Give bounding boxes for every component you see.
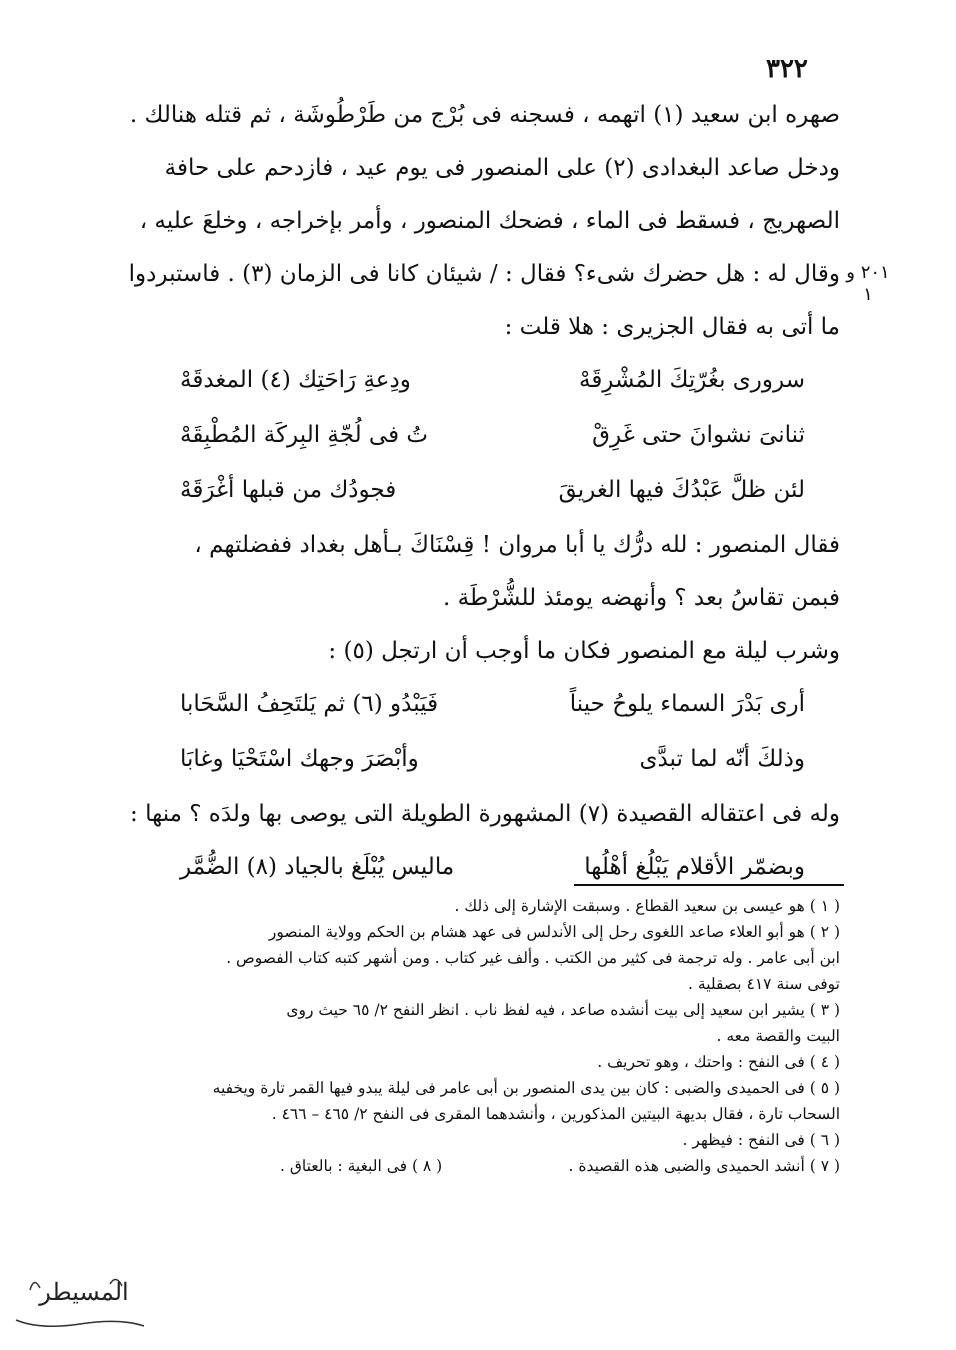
text-line: ما أتى به فقال الجزيرى : هلا قلت : [504,314,840,340]
text-line: الصهريج ، فسقط فى الماء ، فضحك المنصور ، وأمر بإخراجه ، وخلعَ عليه ، [139,208,840,234]
text-line: ودخل صاعد البغدادى (٢) على المنصور فى يوم عيد ، فازدحم على حافة [164,155,840,181]
verse-second-hemistich: وأبْصَرَ وجهك اسْتَحْيَا وغابَا [180,746,419,772]
footnote-7: ( ٧ ) أنشد الحميدى والضبى هذه القصيدة . [568,1157,840,1175]
verse-first-hemistich: أرى بَدْرَ السماء يلوحُ حيناً [569,691,805,717]
footnote-line: البيت والقصة معه . [716,1027,840,1045]
verse-second-hemistich: تُ فى لُجّةِ البِركَة المُطْبِقَهْ [180,422,429,448]
footnote-line: ( ٥ ) فى الحميدى والضبى : كان بين يدى المنصور بن أبى عامر فى ليلة يبدو فيها القمر تارة ويخفيه [212,1079,840,1097]
margin-folio-note [838,262,898,306]
margin-folio-line: ٢٠١ و [846,262,890,283]
text-line: صهره ابن سعيد (١) اتهمه ، فسجنه فى بُرْج من طَرْطُوشَة ، ثم قتله هنالك . [129,102,840,128]
poem-verse [150,420,840,475]
text-line: وله فى اعتقاله القصيدة (٧) المشهورة الطويلة التى يوصى بها ولدَه ؟ منها : [130,801,840,827]
footnote-line: ( ٣ ) يشير ابن سعيد إلى بيت أنشده صاعد ، فيه لفظ ناب . انظر النفح ٢/ ٦٥ حيث روى [286,1001,840,1019]
verse-first-hemistich: وبضمّر الأقلام يَبْلُغ أهْلُها [584,854,805,880]
stamp-text: المسيطر [39,1278,129,1306]
poem-verse [150,365,840,420]
footnote-line: ( ١ ) هو عيسى بن سعيد القطاع . وسبقت الإشارة إلى ذلك . [454,897,840,915]
footnote-line: ( ٤ ) فى النفح : واحتك ، وهو تحريف . [597,1053,840,1071]
footnote-line [150,1155,840,1181]
verse-second-hemistich: فَيَبْدُو (٦) ثم يَلتَحِفُ السَّحَابا [180,691,439,717]
verse-first-hemistich: وذلكَ أنّه لما تبدَّى [639,746,805,772]
footnote-line: ( ٦ ) فى النفح : فيظهر . [682,1131,840,1149]
verse-first-hemistich: سرورى بغُرّتِكَ المُشْرِقَهْ [578,367,805,393]
verse-second-hemistich: ماليس يُبْلَغ بالجياد (٨) الضُّمَّر [180,854,455,880]
main-text [128,100,840,907]
footnote-line: توفى سنة ٤١٧ بصقلية . [688,975,840,993]
footnote-8: ( ٨ ) فى البغية : بالعتاق . [280,1157,443,1175]
margin-folio-line: ١ [863,284,873,305]
verse-first-hemistich: لئن ظلَّ عَبْدُكَ فيها الغريقَ [558,477,805,503]
verse-second-hemistich: ودِعةِ رَاحَتِك (٤) المغدقَهْ [180,367,411,393]
footnotes [150,895,840,1181]
verse-second-hemistich: فجودُك من قبلها أغْرَقَهْ [180,477,397,503]
footnote-line: ابن أبى عامر . وله ترجمة فى كثير من الكتب . وألف غير كتاب . ومن أشهر كتبه كتاب الفصوص . [226,949,840,967]
footnote-divider [574,884,844,886]
poem-verse [150,475,840,530]
verse-first-hemistich: ثنانىَ نشوانَ حتى غَرِقْ [592,422,805,448]
poem-verse [150,744,840,799]
footnote-line: ( ٢ ) هو أبو العلاء صاعد اللغوى رحل إلى الأندلس فى عهد هشام بن الحكم وولاية المنصور [268,923,840,941]
poem-verse [150,689,840,744]
text-line: فقال المنصور : لله درُّك يا أبا مروان ! قِسْنَاكَ بـأهل بغداد ففضلتهم ، [194,532,840,558]
text-line: وشرب ليلة مع المنصور فكان ما أوجب أن ارتجل (٥) : [328,638,840,664]
library-stamp-icon [10,1270,150,1334]
footnote-line: السحاب تارة ، فقال بديهة البيتين المذكورين ، وأنشدهما المقرى فى النفح ٢/ ٤٦٥ – ٤٦٦ . [271,1105,840,1123]
text-line: وقال له : هل حضرك شىء؟ فقال : / شيئان كانا فى الزمان (٣) . فاستبردوا [128,261,840,287]
page-number: ٣٢٢ [766,54,808,84]
text-line: فبمن تقاسُ بعد ؟ وأنهضه يومئذ للشُّرْطَة . [443,585,840,611]
